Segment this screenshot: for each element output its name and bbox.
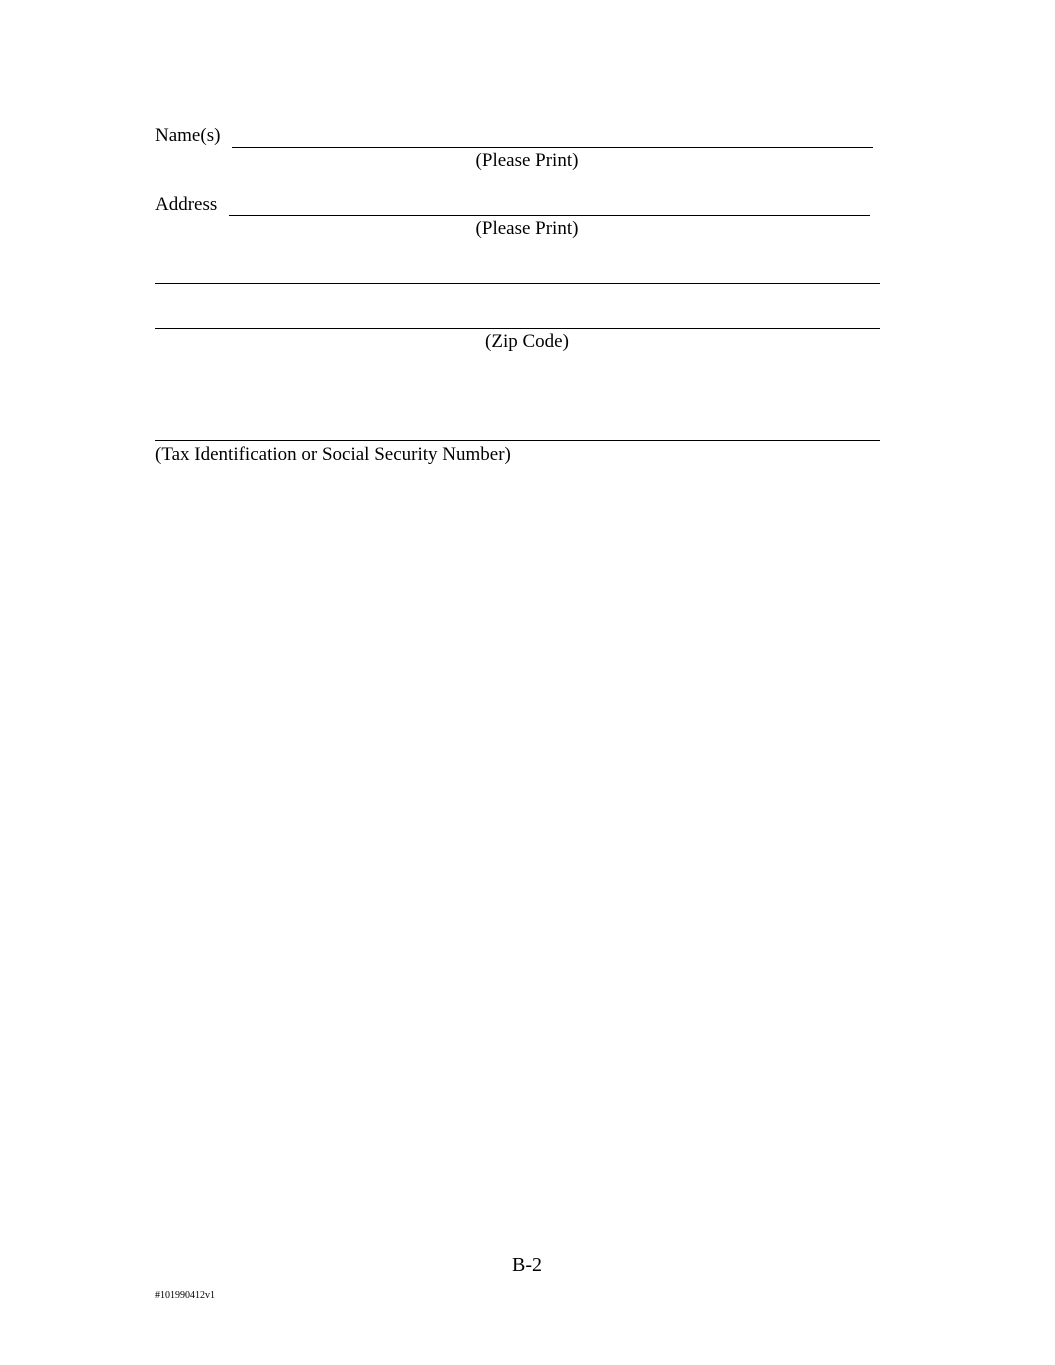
address-field[interactable] <box>229 215 870 216</box>
address-label: Address <box>155 194 218 215</box>
document-id: #101990412v1 <box>155 1290 215 1301</box>
name-field[interactable] <box>232 147 873 148</box>
zip-code-hint: (Zip Code) <box>485 331 569 352</box>
tax-id-field[interactable] <box>155 440 880 441</box>
name-label: Name(s) <box>155 125 221 146</box>
address-line-2-field[interactable] <box>155 283 880 284</box>
address-hint: (Please Print) <box>475 218 579 239</box>
page-number: B-2 <box>512 1254 542 1276</box>
tax-id-hint: (Tax Identification or Social Security Number) <box>155 444 511 465</box>
address-line-3-field[interactable] <box>155 328 880 329</box>
name-hint: (Please Print) <box>475 150 579 171</box>
